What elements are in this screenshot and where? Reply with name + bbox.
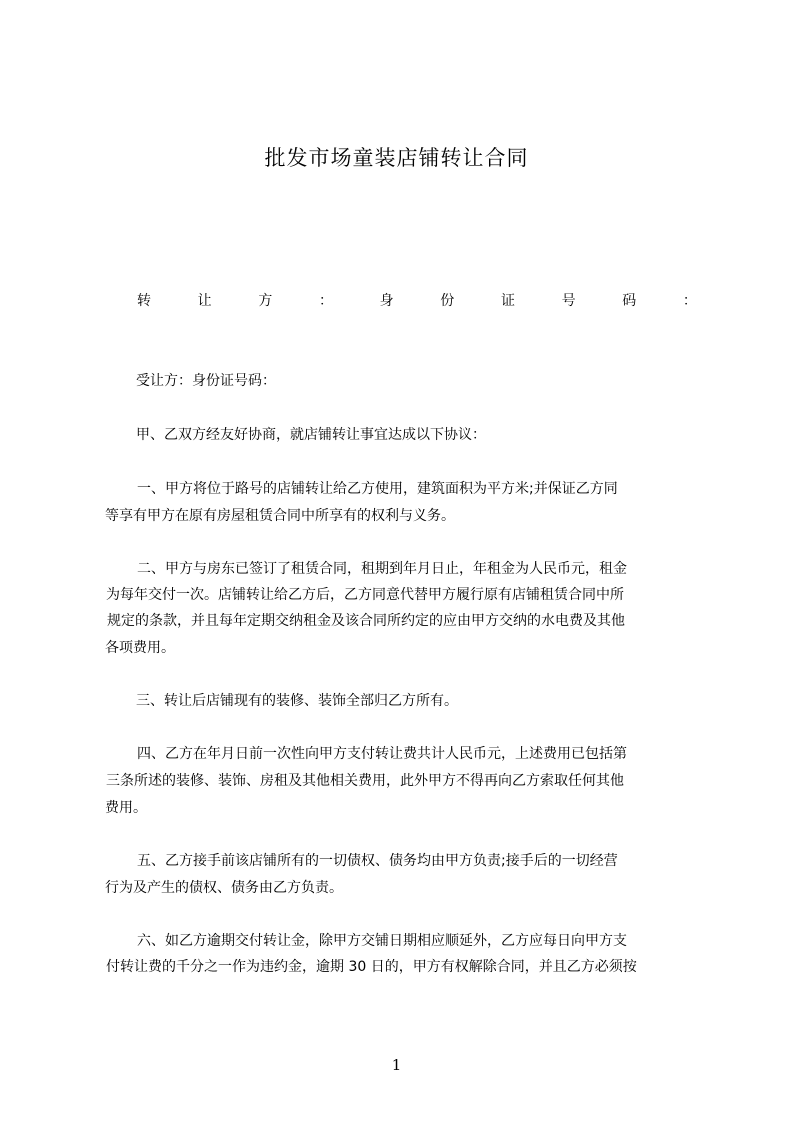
transferor-char: 证 [500,293,515,309]
clause-line: 一、甲方将位于路号的店铺转让给乙方使用，建筑面积为平方米;并保证乙方同 [137,481,618,497]
transferor-char: ： [682,293,697,309]
clause-line: 四、乙方在年月日前一次性向甲方支付转让费共计人民币元，上述费用已包括第 [137,746,627,762]
clause-line: 六、如乙方逾期交付转让金，除甲方交铺日期相应顺延外，乙方应每日向甲方支 [137,933,627,949]
clause-line: 三条所述的装修、装饰、房租及其他相关费用，此外甲方不得再向乙方索取任何其他 [106,773,624,789]
clause-line: 行为及产生的债权、债务由乙方负责。 [105,880,343,896]
page-number: 1 [391,1056,402,1074]
contract-title: 批发市场童装店铺转让合同 [264,146,529,170]
transferor-char: 份 [440,293,455,309]
transferor-id-line [137,290,697,312]
transferor-char: 转 [137,293,151,309]
clause-line: 五、乙方接手前该店铺所有的一切债权、债务均由甲方负责;接手后的一切经营 [137,853,618,869]
transferee-id-line: 受让方：身份证号码： [136,373,276,389]
clause-line: 二、甲方与房东已签订了租赁合同，租期到年月日止，年租金为人民币元，租金 [137,561,627,577]
transferor-char: ： [318,293,333,309]
clause-line: 付转让费的千分之一作为违约金，逾期 30 日的，甲方有权解除合同，并且乙方必须按 [106,959,637,975]
transferor-char: 方 [258,293,273,309]
transferor-char: 身 [379,293,394,309]
transferor-char: 让 [197,293,212,309]
clause-line: 等享有甲方在原有房屋租赁合同中所享有的权利与义务。 [105,508,455,524]
clause-line: 三、转让后店铺现有的装修、装饰全部归乙方所有。 [136,693,458,709]
clause-line: 费用。 [105,800,147,816]
clause-line: 规定的条款，并且每年定期交纳租金及该合同所约定的应由甲方交纳的水电费及其他 [107,613,625,629]
intro-paragraph: 甲、乙双方经友好协商，就店铺转让事宜达成以下协议： [136,427,486,443]
clause-line: 为每年交付一次。店铺转让给乙方后，乙方同意代替甲方履行原有店铺租赁合同中所 [106,587,624,603]
clause-line: 各项费用。 [105,640,175,656]
transferor-char: 码 [622,293,637,309]
transferor-char: 号 [561,293,576,309]
